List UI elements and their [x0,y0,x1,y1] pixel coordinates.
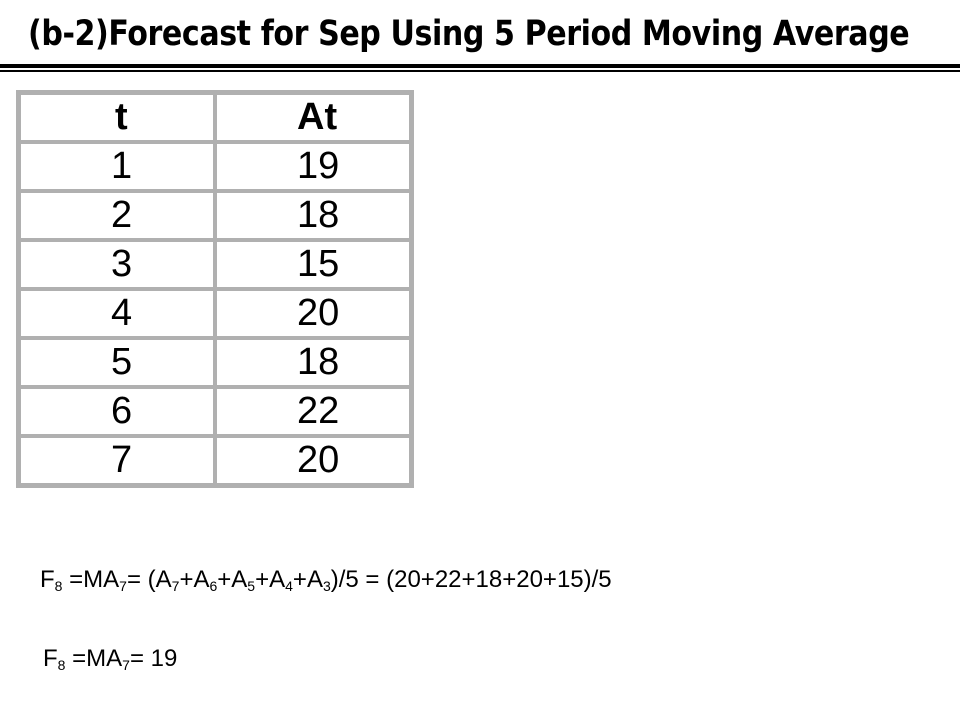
cell-at: 18 [215,191,411,240]
forecast-result [43,645,177,673]
table-row [19,387,411,436]
table-row [19,142,411,191]
table-header-row [19,93,411,142]
cell-at: 20 [215,436,411,485]
cell-t: 7 [19,436,215,485]
formula-text: F [40,566,55,593]
formula-text: +A [255,566,286,593]
formula-subscript: 3 [322,578,331,594]
formula-text: = 19 [129,645,178,672]
table-row [19,191,411,240]
formula-subscript: 7 [119,578,127,594]
title-underline-thick [0,64,960,68]
formula-subscript: 8 [54,578,63,594]
cell-t: 5 [19,338,215,387]
formula-text: =MA [62,566,120,593]
cell-at: 18 [215,338,411,387]
cell-at: 19 [215,142,411,191]
table-row [19,338,411,387]
formula-text: +A [179,566,210,593]
cell-t: 3 [19,240,215,289]
formula-text: = (A [126,566,172,593]
cell-t: 6 [19,387,215,436]
formula-text: =MA [65,645,123,672]
formula-text: +A [292,566,323,593]
formula-text: )/5 = (20+22+18+20+15)/5 [330,566,612,593]
data-table [16,90,414,488]
formula-subscript: 6 [209,578,218,594]
table-row [19,240,411,289]
cell-t: 4 [19,289,215,338]
formula-subscript: 7 [171,578,180,594]
cell-t: 1 [19,142,215,191]
cell-at: 20 [215,289,411,338]
cell-at: 22 [215,387,411,436]
table-row [19,289,411,338]
cell-t: 2 [19,191,215,240]
formula-subscript: 4 [285,578,293,594]
formula-subscript: 8 [57,657,66,673]
header-at: At [215,93,411,142]
title-underline-thin [0,70,960,72]
formula-text: F [43,645,58,672]
table-row [19,436,411,485]
formula-subscript: 7 [122,657,130,673]
header-t: t [19,93,215,142]
slide-title: (b-2)Forecast for Sep Using 5 Period Moving Average [28,14,910,54]
moving-average-formula [40,566,612,594]
formula-subscript: 5 [247,578,256,594]
formula-text: +A [217,566,248,593]
cell-at: 15 [215,240,411,289]
